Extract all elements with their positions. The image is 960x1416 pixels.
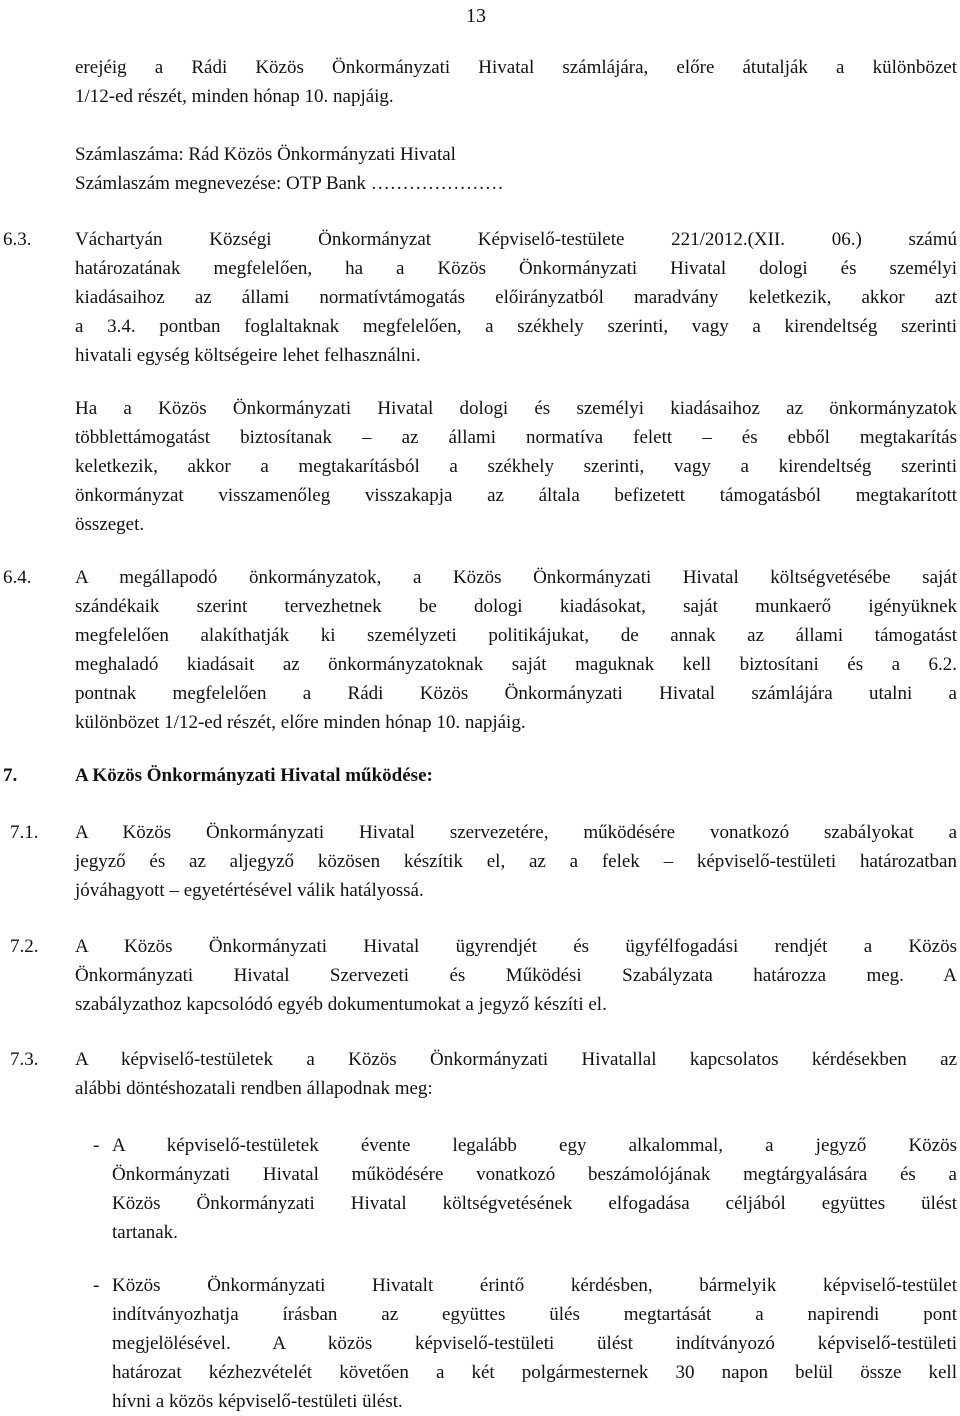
text-line: jóváhagyott – egyetértésével válik hatályossá. (75, 880, 424, 901)
text-line: Önkormányzati Hivatal Szervezeti és Működési Szabályzata határozza meg. A (75, 965, 957, 986)
section-number: 6.4. (3, 567, 32, 588)
text-line: keletkezik, akkor a megtakarításból a székhely szerinti, vagy a kirendeltség szerinti (75, 456, 957, 477)
text-line: A megállapodó önkormányzatok, a Közös Önkormányzati Hivatal költségvetésébe saját (75, 567, 957, 588)
text-line: szabályzathoz kapcsolódó egyéb dokumentumokat a jegyző készíti el. (75, 994, 607, 1015)
text-line: összeget. (75, 514, 145, 535)
text-line: többlettámogatást biztosítanak – az állami normatíva felett – és ebből megtakarítás (75, 427, 957, 448)
text-line: A Közös Önkormányzati Hivatal szervezetére, működésére vonatkozó szabályokat a (75, 822, 957, 843)
text-line: megfelelően alakíthatják ki személyzeti politikájukat, de annak az állami támogatást (75, 625, 957, 646)
text-line: 1/12-ed részét, minden hónap 10. napjáig. (75, 86, 394, 107)
text-line: Váchartyán Községi Önkormányzat Képviselő-testülete 221/2012.(XII. 06.) számú (75, 229, 957, 250)
text-line: Ha a Közös Önkormányzati Hivatal dologi és személyi kiadásaihoz az önkormányzatok (75, 398, 957, 419)
text-line: A képviselő-testületek évente legalább egy alkalommal, a jegyző Közös (112, 1135, 957, 1156)
text-line: Közös Önkormányzati Hivatalt érintő kérdésben, bármelyik képviselő-testület (112, 1275, 957, 1296)
section-7-number: 7. (3, 765, 18, 786)
text-line: Közös Önkormányzati Hivatal költségvetésének elfogadása céljából együttes ülést (112, 1193, 957, 1214)
text-line: határozat kézhezvételét követően a két polgármesternek 30 napon belül össze kell (112, 1362, 957, 1383)
section-6-3-paragraph-2 (75, 394, 957, 539)
text-line: hivatali egység költségeire lehet felhasználni. (75, 345, 421, 366)
section-7-2-paragraph (75, 932, 957, 1019)
intro-paragraph (75, 53, 957, 111)
text-line: önkormányzat visszamenőleg visszakapja az általa befizetett támogatásból megtakarított (75, 485, 957, 506)
text-line: szándékaik szerint tervezhetnek be dologi kiadásokat, saját munkaerő igényüknek (75, 596, 957, 617)
text-line: kiadásaihoz az állami normatívtámogatás előirányzatból maradvány keletkezik, akkor azt (75, 287, 957, 308)
text-line: pontnak megfelelően a Rádi Közös Önkormányzati Hivatal számlájára utalni a (75, 683, 957, 704)
text-line: A képviselő-testületek a Közös Önkormányzati Hivatallal kapcsolatos kérdésekben az (75, 1049, 957, 1070)
section-number: 7.3. (10, 1049, 39, 1070)
text-line: alábbi döntéshozatali rendben állapodnak meg: (75, 1078, 433, 1099)
account-info (75, 140, 957, 198)
text-line: jegyző és az aljegyző közösen készítik el, az a felek – képviselő-testületi határozatban (75, 851, 957, 872)
section-number: 6.3. (3, 229, 32, 250)
account-name-line: Számlaszám megnevezése: OTP Bank ………………… (75, 173, 504, 194)
section-7-title: A Közös Önkormányzati Hivatal működése: (75, 765, 433, 786)
list-dash: - (93, 1275, 100, 1296)
list-dash: - (93, 1135, 100, 1156)
section-number: 7.1. (10, 822, 39, 843)
text-line: határozatának megfelelően, ha a Közös Önkormányzati Hivatal dologi és személyi (75, 258, 957, 279)
text-line: erejéig a Rádi Közös Önkormányzati Hivatal számlájára, előre átutalják a különbözet (75, 57, 957, 78)
text-line: indítványozhatja írásban az együttes ülés megtartását a napirendi pont (112, 1304, 957, 1325)
text-line: A Közös Önkormányzati Hivatal ügyrendjét és ügyfélfogadási rendjét a Közös (75, 936, 957, 957)
text-line: a 3.4. pontban foglaltaknak megfelelően, a székhely szerinti, vagy a kirendeltség szerinti (75, 316, 957, 337)
text-line: megjelölésével. A közös képviselő-testületi ülést indítványozó képviselő-testületi (112, 1333, 957, 1354)
section-number: 7.2. (10, 936, 39, 957)
text-line: Önkormányzati Hivatal működésére vonatkozó beszámolójának megtárgyalására és a (112, 1164, 957, 1185)
list-item (112, 1131, 957, 1247)
text-line: tartanak. (112, 1222, 178, 1243)
page-number: 13 (466, 5, 486, 27)
text-line: meghaladó kiadásait az önkormányzatoknak saját maguknak kell biztosítani és a 6.2. (75, 654, 957, 675)
section-6-4-paragraph (75, 563, 957, 737)
section-6-3-paragraph (75, 225, 957, 370)
text-line: hívni a közös képviselő-testületi ülést. (112, 1391, 403, 1412)
list-item (112, 1271, 957, 1416)
account-number-line: Számlaszáma: Rád Közös Önkormányzati Hivatal (75, 144, 456, 165)
section-7-1-paragraph (75, 818, 957, 905)
text-line: különbözet 1/12-ed részét, előre minden hónap 10. napjáig. (75, 712, 526, 733)
section-7-3-paragraph (75, 1045, 957, 1103)
